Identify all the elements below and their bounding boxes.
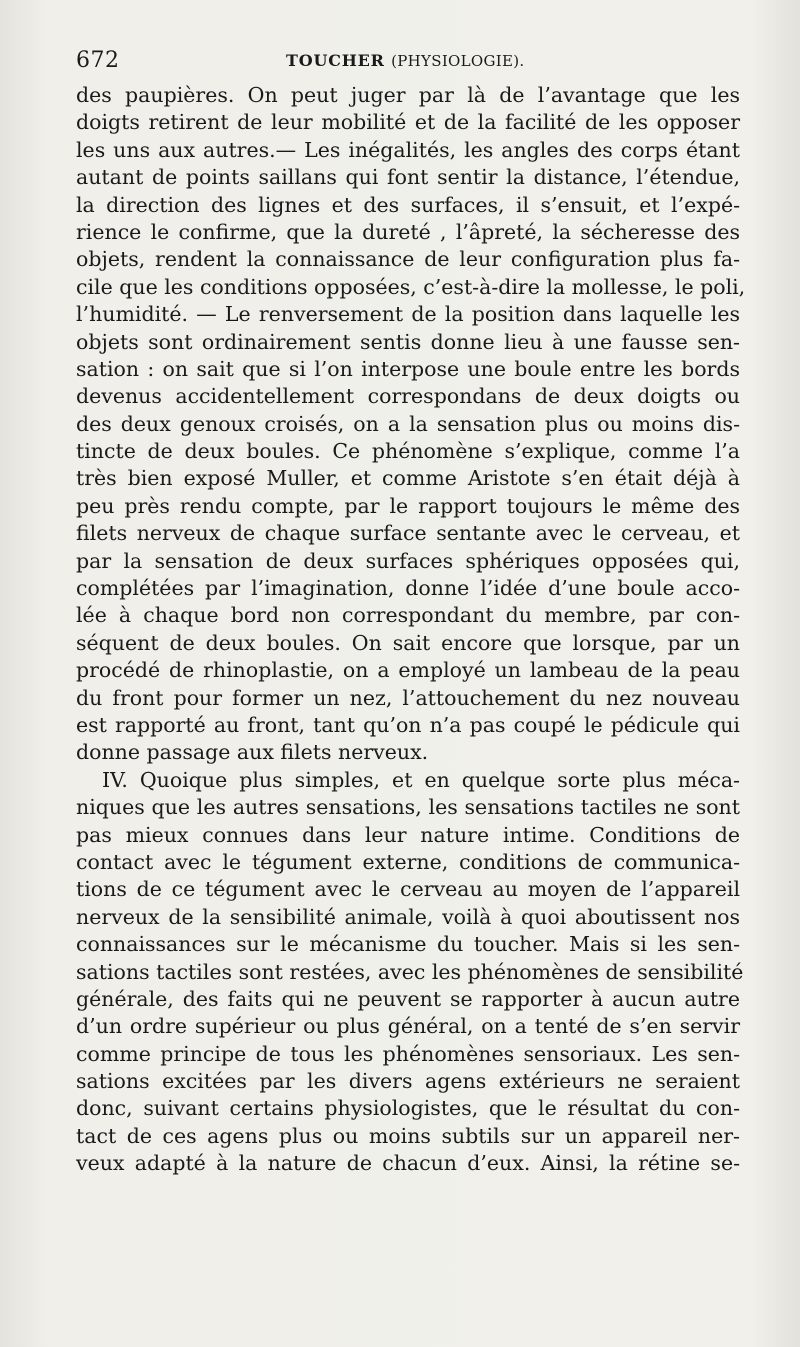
text-line: la direction des lignes et des surfaces, il s’ensuit, et l’expé-: [76, 192, 740, 217]
page-header: [76, 48, 746, 78]
text-line: comme principe de tous les phénomènes sensoriaux. Les sen-: [76, 1041, 740, 1066]
text-line: lée à chaque bord non correspondant du membre, par con-: [76, 603, 740, 628]
text-line: générale, des faits qui ne peuvent se rapporter à aucun autre: [76, 986, 740, 1011]
text-line: d’un ordre supérieur ou plus général, on a tenté de s’en servir: [76, 1014, 740, 1039]
page-number: 672: [76, 48, 120, 73]
paragraph-end-line: donne passage aux filets nerveux.: [76, 740, 429, 765]
text-line: connaissances sur le mécanisme du toucher. Mais si les sen-: [76, 932, 740, 957]
text-line: contact avec le tégument externe, conditions de communica-: [76, 849, 740, 874]
text-line: très bien exposé Muller, et comme Aristote s’en était déjà à: [76, 466, 740, 491]
text-line: les uns aux autres.— Les inégalités, les angles des corps étant: [76, 137, 740, 162]
text-line: du front pour former un nez, l’attouchement du nez nouveau: [76, 685, 740, 710]
text-line: des paupières. On peut juger par là de l’avantage que les: [76, 83, 740, 107]
running-head-subtitle: (PHYSIOLOGIE).: [391, 52, 525, 70]
text-line: niques que les autres sensations, les sensations tactiles ne sont: [76, 795, 740, 820]
text-line: sations excitées par les divers agens extérieurs ne seraient: [76, 1069, 740, 1094]
text-line: tions de ce tégument avec le cerveau au moyen de l’appareil: [76, 877, 740, 902]
text-line: l’humidité. — Le renversement de la position dans laquelle les: [76, 302, 740, 327]
text-line: devenus accidentellement correspondans de deux doigts ou: [76, 384, 740, 409]
text-line: pas mieux connues dans leur nature intime. Conditions de: [76, 822, 740, 847]
text-line: peu près rendu compte, par le rapport toujours le même des: [76, 493, 740, 518]
running-head: [286, 51, 525, 70]
text-line: des deux genoux croisés, on a la sensation plus ou moins dis-: [76, 411, 740, 436]
text-line: complétées par l’imagination, donne l’idée d’une boule acco-: [76, 576, 740, 601]
text-line: cile que les conditions opposées, c’est-à-dire la mollesse, le poli,: [76, 274, 746, 299]
text-line: objets, rendent la connaissance de leur configuration plus fa-: [76, 247, 740, 272]
text-line: nerveux de la sensibilité animale, voilà à quoi aboutissent nos: [76, 904, 740, 929]
text-line: procédé de rhinoplastie, on a employé un lambeau de la peau: [76, 658, 740, 683]
text-line: sation : on sait que si l’on interpose une boule entre les bords: [76, 356, 740, 381]
body-text: [76, 82, 746, 1178]
text-line: séquent de deux boules. On sait encore que lorsque, par un: [76, 630, 740, 655]
text-line: tact de ces agens plus ou moins subtils sur un appareil ner-: [76, 1123, 740, 1148]
text-line: veux adapté à la nature de chacun d’eux. Ainsi, la rétine se-: [76, 1151, 740, 1176]
text-line: autant de points saillans qui font sentir la distance, l’étendue,: [76, 165, 740, 190]
text-line: rience le confirme, que la dureté , l’âpreté, la sécheresse des: [76, 219, 740, 244]
text-line: doigts retirent de leur mobilité et de la facilité de les opposer: [76, 110, 740, 135]
text-line: sations tactiles sont restées, avec les phénomènes de sensibilité: [76, 959, 744, 984]
text-line: tincte de deux boules. Ce phénomène s’explique, comme l’a: [76, 439, 740, 464]
text-line: par la sensation de deux surfaces sphériques opposées qui,: [76, 548, 740, 573]
running-head-title: TOUCHER: [286, 51, 385, 70]
text-line: filets nerveux de chaque surface sentante avec le cerveau, et: [76, 521, 740, 546]
text-line: est rapporté au front, tant qu’on n’a pas coupé le pédicule qui: [76, 712, 740, 737]
text-line: objets sont ordinairement sentis donne lieu à une fausse sen-: [76, 329, 740, 354]
text-line: donc, suivant certains physiologistes, que le résultat du con-: [76, 1096, 740, 1121]
section-start-line: IV. Quoique plus simples, et en quelque sorte plus méca-: [102, 767, 740, 792]
